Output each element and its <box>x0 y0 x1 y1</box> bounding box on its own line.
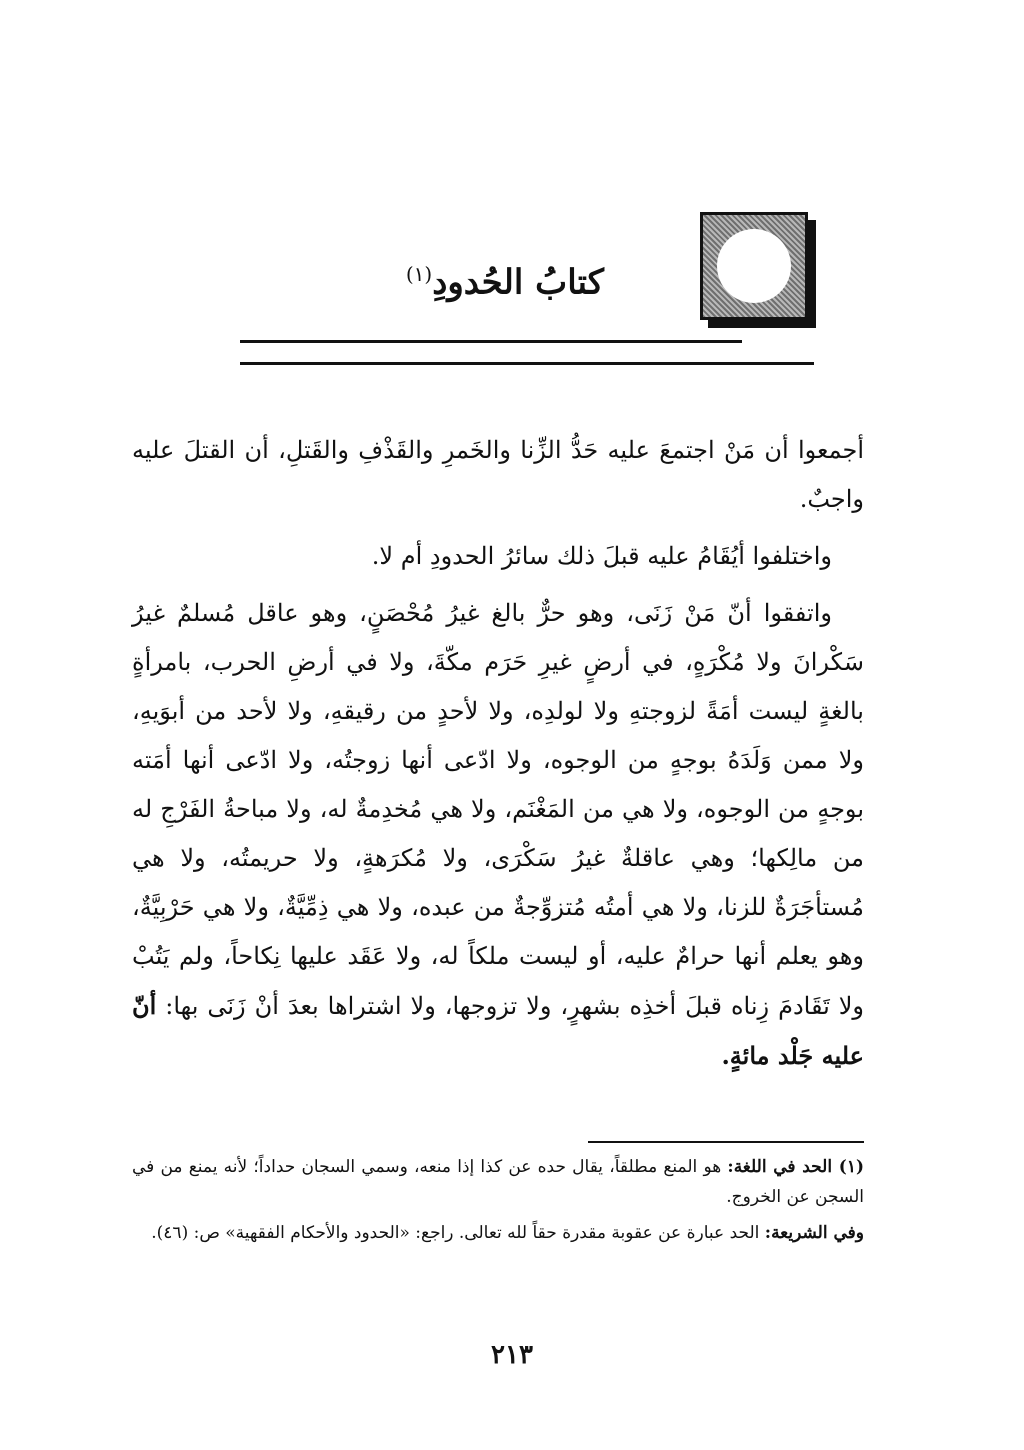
chapter-title <box>406 262 604 302</box>
paragraph-3-text: واتفقوا أنّ مَنْ زَنَى، وهو حرٌّ بالغ غيرُ مُحْصَنٍ، وهو عاقل مُسلمٌ غيرُ سَكْرانَ ولا مُكْرَهٍ، في أرضٍ غيرِ حَرَم مكّةَ، ولا في أرضِ الحرب، بامرأةٍ بالغةٍ ليست أمَةً لزوجتهِ ولا لولدِه، ولا لأحدٍ من رقيقهِ، ولا لأحد من أبوَيهِ، ولا ممن وَلَدَهُ بوجهٍ من الوجوه، ولا ادّعى أنها زوجتُه، ولا ادّعى أنها أمَته بوجهٍ من الوجوه، ولا هي من المَغْنَم، ولا هي مُخدِمةٌ له، ولا مباحةُ الفَرْجِ له من مالِكها؛ وهي عاقلةٌ غيرُ سَكْرَى، ولا مُكرَهةٍ، ولا حريمتُه، ولا هي مُستأجَرَةٌ للزنا، ولا هي أمتُه مُتزوِّجةٌ من عبده، ولا هي ذِمِّيَّةٌ، ولا هي حَرْبِيَّةٌ، وهو يعلم أنها حرامٌ عليه، أو ليست ملكاً له، ولا عَقَد عليها نِكاحاً، ولم يَتُبْ ولا تَقَادمَ زِناه قبلَ أخذِه بشهرٍ، ولا تزوجها، ولا اشتراها بعدَ أنْ زَنَى بها: <box>132 599 864 1020</box>
footnote-divider <box>588 1141 864 1143</box>
footnote-1-text: هو المنع مطلقاً، يقال حده عن كذا إذا منعه، وسمي السجان حداداً؛ لأنه يمنع من في السجن عن الخروج. <box>132 1157 864 1207</box>
page-number: ٢١٣ <box>491 1340 533 1370</box>
ornament-disc <box>717 229 791 303</box>
footnote-2-label: وفي الشريعة: <box>764 1223 864 1243</box>
paragraph-3 <box>132 589 864 1081</box>
title-rule-upper <box>240 340 742 343</box>
main-text <box>132 426 864 1089</box>
chapter-footnote-ref: (١) <box>405 262 433 286</box>
footnote-2 <box>132 1218 864 1248</box>
footnotes <box>132 1152 864 1254</box>
chapter-ornament-icon <box>700 212 808 320</box>
footnote-1 <box>132 1152 864 1212</box>
paragraph-2: واختلفوا أيُقَامُ عليه قبلَ ذلك سائرُ الحدودِ أم لا. <box>371 542 832 570</box>
ruling-conclusion: أنّ عليه جَلْد مائةٍ. <box>132 991 864 1070</box>
footnote-1-label: (١) الحد في اللغة: <box>727 1157 864 1177</box>
paragraph-1: أجمعوا أن مَنْ اجتمعَ عليه حَدُّ الزِّنا والخَمرِ والقَذْفِ والقَتلِ، أن القتلَ عليه واجبٌ. <box>132 436 864 513</box>
footnote-2-text: الحد عبارة عن عقوبة مقدرة حقاً لله تعالى. راجع: «الحدود والأحكام الفقهية» ص: (٤٦). <box>151 1223 760 1243</box>
chapter-title-text: كتابُ الحُدودِ <box>432 262 604 303</box>
title-rule-lower <box>240 362 814 365</box>
